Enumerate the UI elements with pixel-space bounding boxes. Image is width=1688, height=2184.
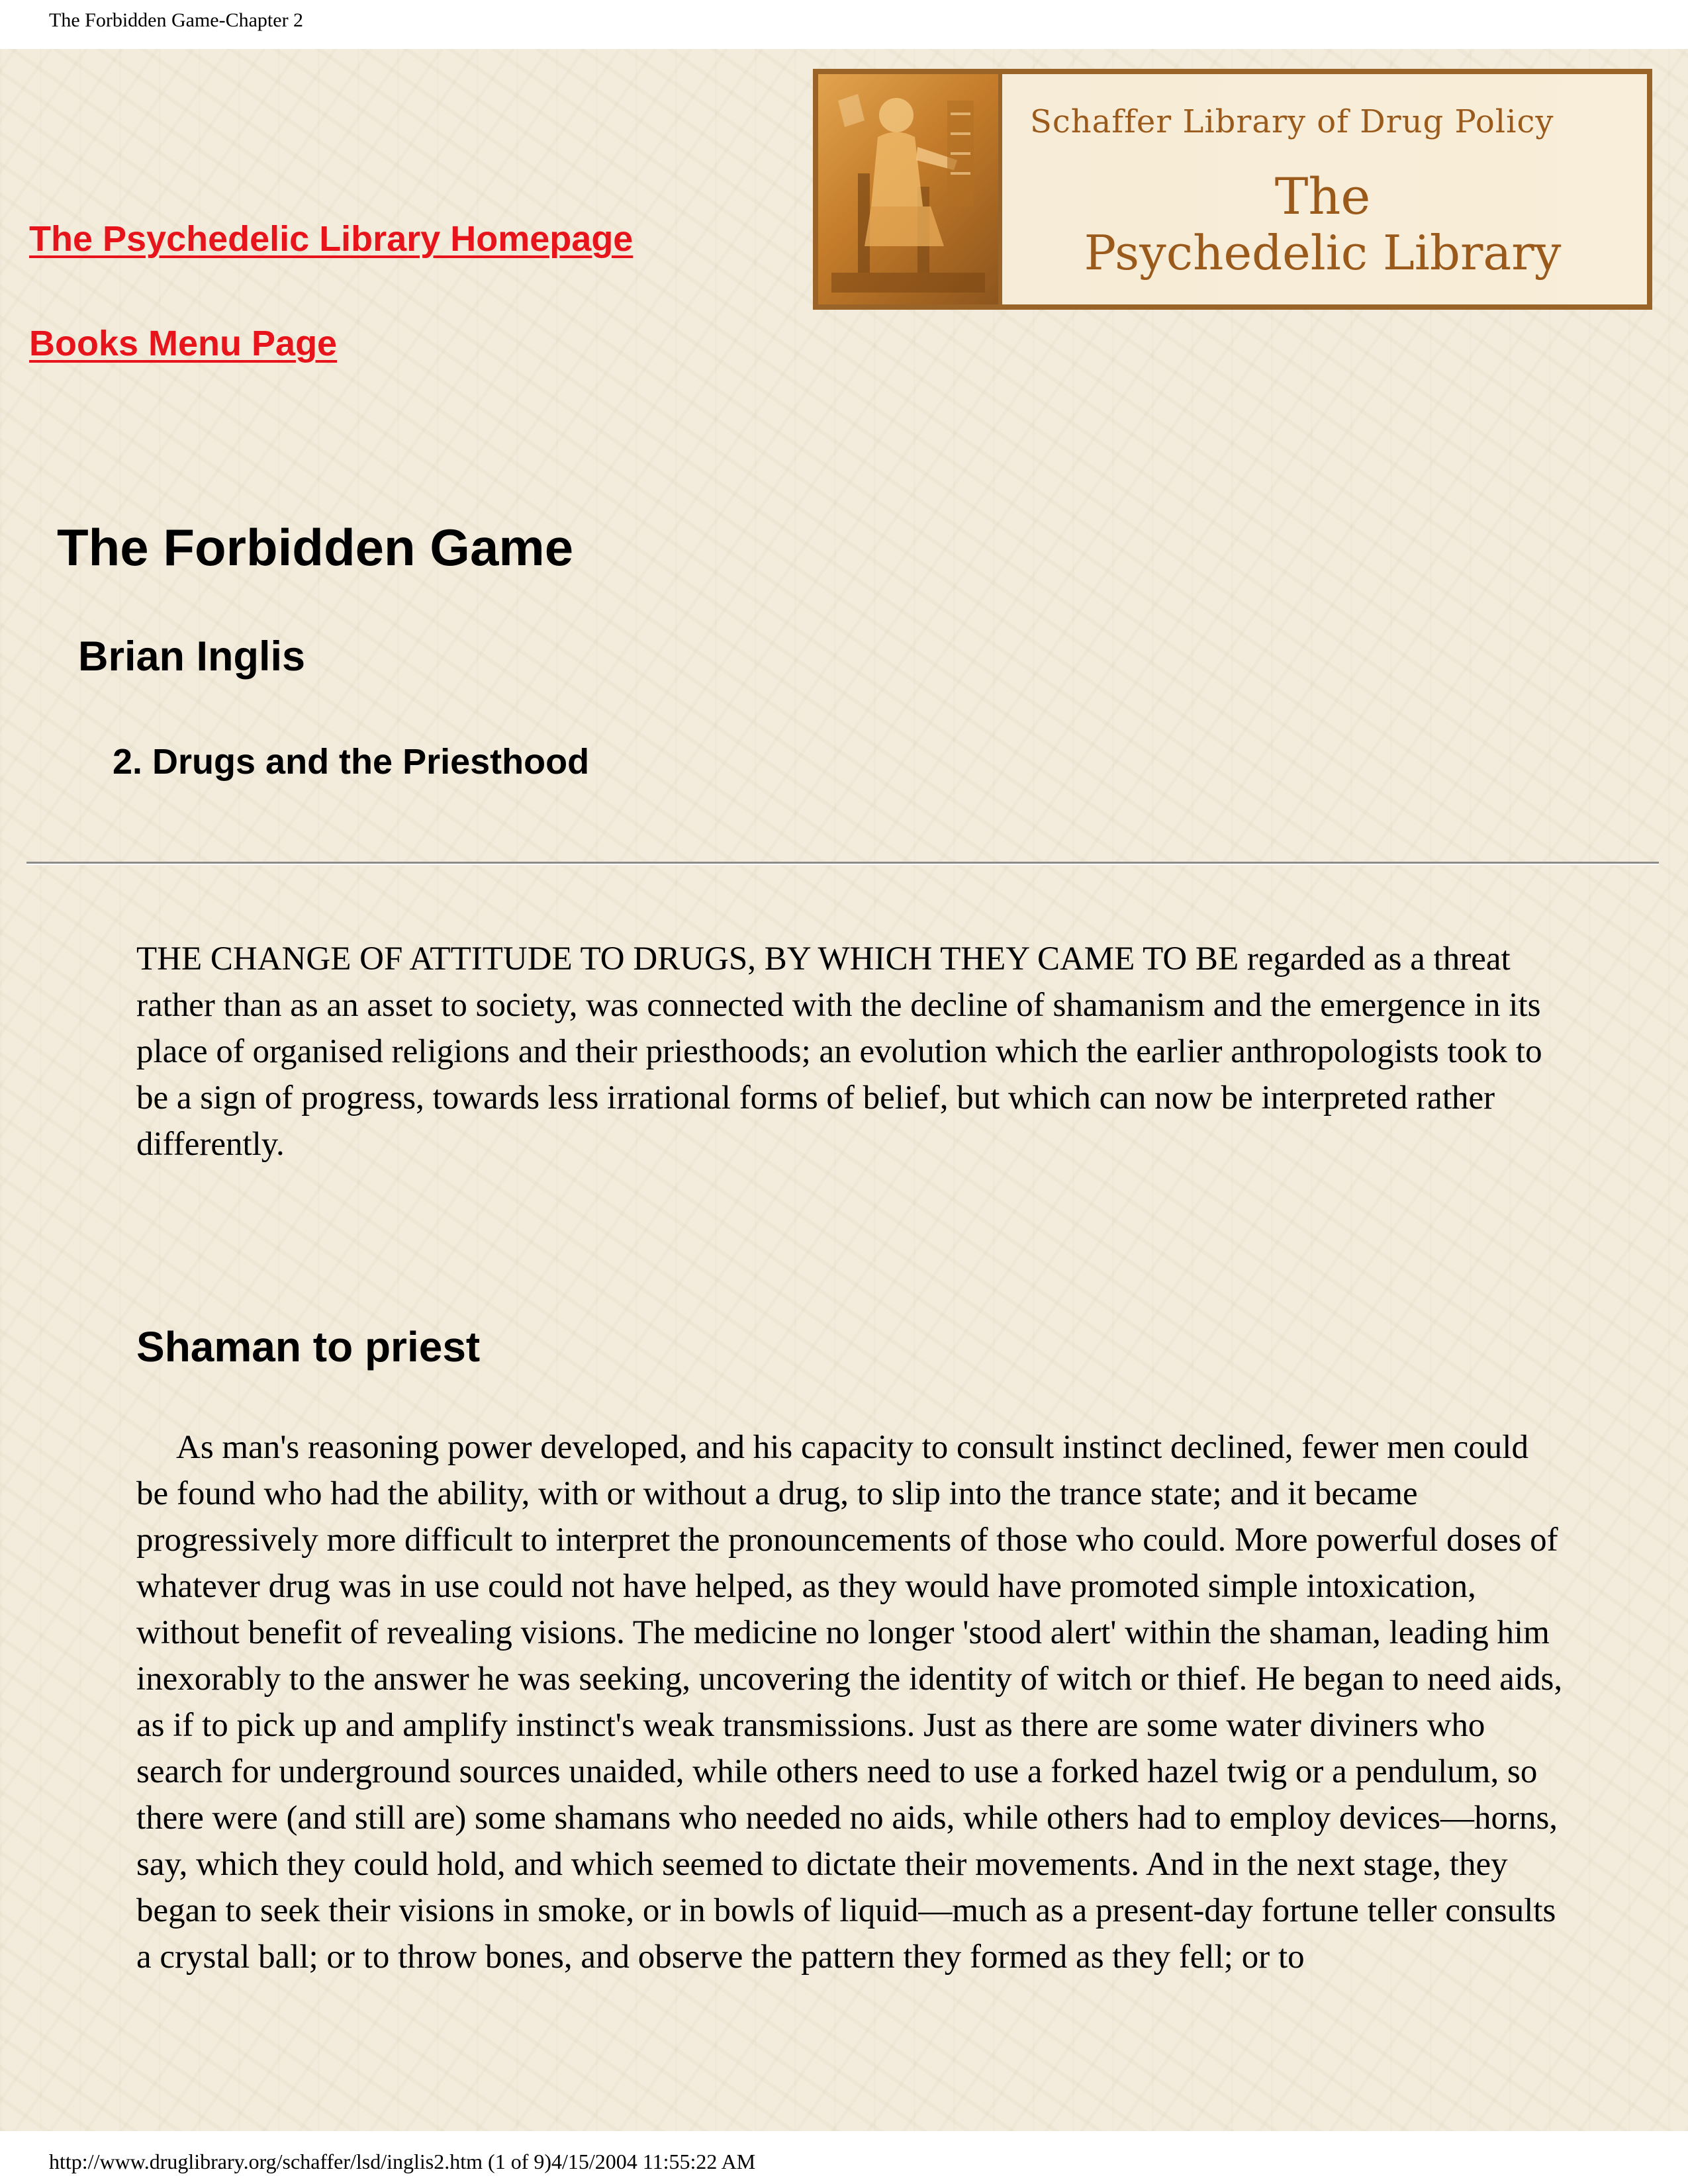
chapter-title: 2. Drugs and the Priesthood	[113, 742, 590, 782]
banner-library-name: Schaffer Library of Drug Policy	[1030, 103, 1554, 140]
library-banner[interactable]	[813, 69, 1652, 310]
print-footer-url: http://www.druglibrary.org/schaffer/lsd/inglis2.htm (1 of 9)4/15/2004 11:55:22 AM	[49, 2150, 756, 2173]
intro-paragraph: THE CHANGE OF ATTITUDE TO DRUGS, BY WHICH THEY CAME TO BE regarded as a threat rather than as an asset to society, was connected with the decline of shamanism and the emergence in its place of organised religions and their priesthoods; an evolution which the earlier anthropologists took to be a sign of progress, towards less irrational forms of belief, but which can now be interpreted rather differently.	[136, 940, 1542, 1163]
banner-title-psychedelic-library: Psychedelic Library	[1084, 225, 1562, 281]
book-title: The Forbidden Game	[57, 518, 574, 576]
seated-figure-relief-icon	[818, 74, 1002, 304]
section-paragraph: As man's reasoning power developed, and his capacity to consult instinct declined, fewer men could be found who had the ability, with or without a drug, to slip into the trance state; and it became progressively more difficult to interpret the pronouncements of those who could. More powerful doses of whatever drug was in use could not have helped, as they would have promoted simple intoxication, without benefit of revealing visions. The medicine no longer 'stood alert' within the shaman, leading him inexorably to the answer he was seeking, uncovering the identity of witch or thief. He began to need aids, as if to pick up and amplify instinct's weak transmissions. Just as there are some water diviners who search for underground sources unaided, while others need to use a forked hazel twig or a pendulum, so there were (and still are) some shamans who needed no aids, while others had to employ devices—horns, say, which they could hold, and which seemed to dictate their movements. And in the next stage, they began to seek their visions in smoke, or in bowls of liquid—much as a present-day fortune teller consults a crystal ball; or to throw bones, and observe the pattern they formed as they fell; or to	[136, 1429, 1563, 1976]
horizontal-divider	[26, 862, 1659, 865]
books-menu-page-link[interactable]: Books Menu Page	[29, 324, 338, 363]
book-author: Brian Inglis	[78, 633, 306, 680]
psychedelic-library-homepage-link[interactable]: The Psychedelic Library Homepage	[29, 219, 633, 259]
banner-title-the: The	[1274, 167, 1371, 226]
section-title: Shaman to priest	[136, 1323, 481, 1371]
print-header: The Forbidden Game-Chapter 2	[49, 9, 304, 31]
